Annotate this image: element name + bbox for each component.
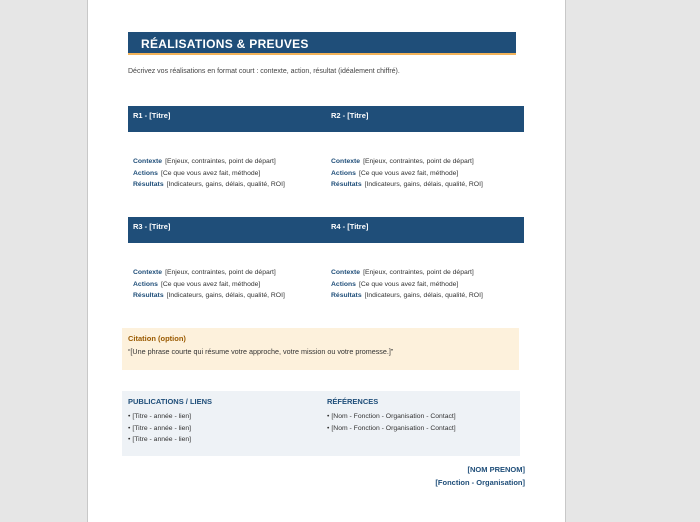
references-title: RÉFÉRENCES — [327, 397, 379, 406]
section-intro: Décrivez vos réalisations en format court : contexte, action, résultat (idéalement chiffré). — [128, 68, 400, 75]
section-title: RÉALISATIONS & PREUVES — [141, 37, 309, 51]
achievement-title-r4: R4 - [Titre] — [331, 222, 369, 231]
achievement-title-r2: R2 - [Titre] — [331, 111, 369, 120]
list-item: • [Titre - année - lien] — [128, 413, 192, 420]
bullet-icon: • — [128, 424, 131, 432]
contexte-value: [Enjeux, contraintes, point de départ] — [165, 158, 276, 165]
actions-label: Actions — [331, 280, 356, 288]
actions-label: Actions — [133, 280, 158, 288]
resultats-value: [Indicateurs, gains, délais, qualité, ROI] — [364, 292, 483, 299]
references-column — [327, 397, 456, 434]
quote-title: Citation (option) — [128, 334, 186, 343]
actions-value: [Ce que vous avez fait, méthode] — [358, 169, 459, 177]
contexte-label: Contexte — [133, 158, 163, 165]
list-item: • [Titre - année - lien] — [128, 436, 192, 443]
publications-column — [128, 397, 212, 446]
achievement-header-band-1 — [128, 106, 524, 132]
actions-label: Actions — [133, 169, 158, 177]
actions-value: [Ce que vous avez fait, méthode] — [160, 280, 261, 288]
contexte-value: [Enjeux, contraintes, point de départ] — [363, 158, 474, 165]
signature-name: [NOM PRENOM] — [467, 465, 525, 474]
achievement-body-r4 — [331, 267, 483, 302]
actions-value: [Ce que vous avez fait, méthode] — [160, 169, 261, 177]
bullet-icon: • — [128, 413, 131, 420]
contexte-value: [Enjeux, contraintes, point de départ] — [165, 269, 276, 276]
achievement-body-r1 — [133, 156, 285, 191]
resultats-value: [Indicateurs, gains, délais, qualité, ROI] — [166, 181, 285, 188]
actions-value: [Ce que vous avez fait, méthode] — [358, 280, 459, 288]
resultats-label: Résultats — [331, 292, 362, 299]
list-item: • [Titre - année - lien] — [128, 424, 192, 432]
bullet-icon: • — [327, 413, 330, 420]
publications-references-box — [122, 391, 520, 456]
list-item: • [Nom - Fonction - Organisation - Contact] — [327, 413, 456, 420]
contexte-label: Contexte — [331, 158, 361, 165]
achievement-body-r3 — [133, 267, 285, 302]
resultats-label: Résultats — [133, 181, 164, 188]
resultats-value: [Indicateurs, gains, délais, qualité, ROI] — [166, 292, 285, 299]
signature-block — [435, 463, 525, 489]
contexte-label: Contexte — [331, 269, 361, 276]
document-page — [87, 0, 566, 522]
achievement-title-r3: R3 - [Titre] — [133, 222, 171, 231]
publications-title: PUBLICATIONS / LIENS — [128, 397, 213, 406]
contexte-value: [Enjeux, contraintes, point de départ] — [363, 269, 474, 276]
section-title-bar — [128, 32, 516, 55]
resultats-label: Résultats — [331, 181, 362, 188]
achievement-body-r2 — [331, 156, 483, 191]
actions-label: Actions — [331, 169, 356, 177]
signature-role: [Fonction - Organisation] — [435, 478, 525, 487]
bullet-icon: • — [327, 424, 330, 432]
resultats-label: Résultats — [133, 292, 164, 299]
contexte-label: Contexte — [133, 269, 163, 276]
resultats-value: [Indicateurs, gains, délais, qualité, ROI] — [364, 181, 483, 188]
achievement-header-band-2 — [128, 217, 524, 243]
quote-box — [122, 328, 519, 370]
list-item: • [Nom - Fonction - Organisation - Contact] — [327, 424, 456, 432]
quote-text: “[Une phrase courte qui résume votre approche, votre mission ou votre promesse.]” — [128, 347, 394, 356]
achievement-title-r1: R1 - [Titre] — [133, 111, 171, 120]
bullet-icon: • — [128, 436, 131, 443]
